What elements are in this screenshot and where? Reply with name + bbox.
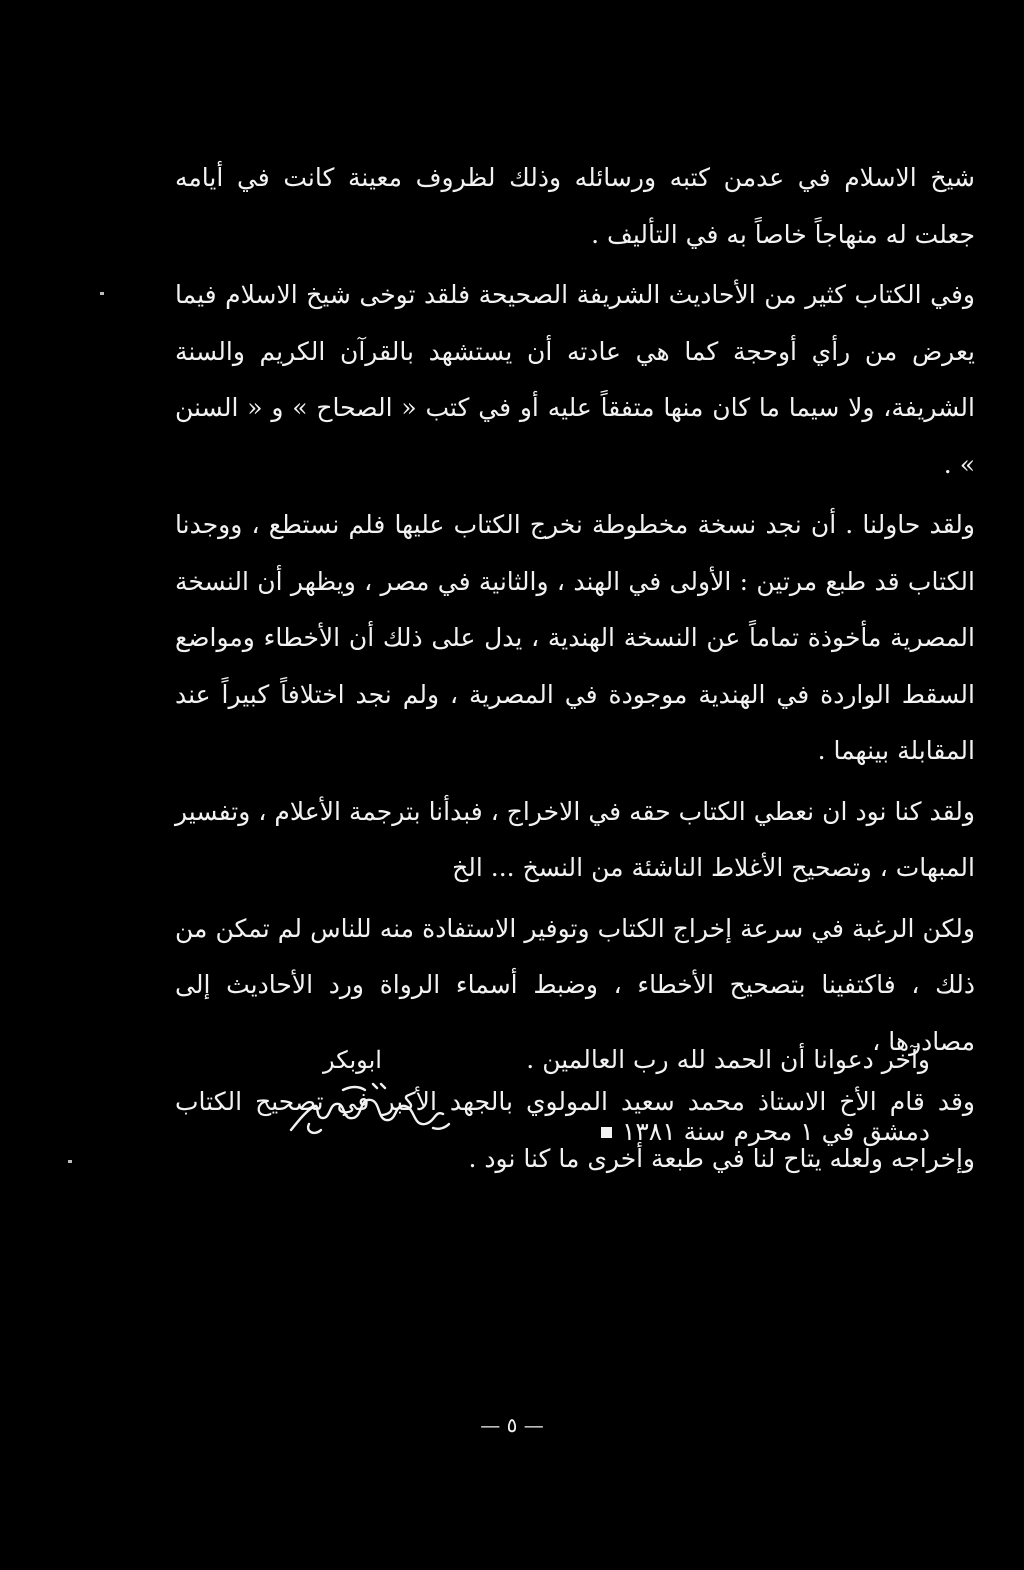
paragraph-intro: شيخ الاسلام في عدمن كتبه ورسائله وذلك لظروف معينة كانت في أيامه جعلت له منهاجاً خاصاً به في التأليف . [175, 163, 975, 249]
paragraph-manuscripts: ولقد حاولنا . أن نجد نسخة مخطوطة نخرج الكتاب عليها فلم نستطع ، ووجدنا الكتاب قد طبع مرتين : الأولى في الهند ، والثانية في مصر ، ويظهر أن النسخة المصرية مأخوذة تماماً عن النسخة الهندية ، يدل على ذلك أن الأخطاء ومواضع السقط الواردة في الهندية موجودة في المصرية ، ولم نجد اختلافاً كبيراً عند المقابلة بينهما . [175, 510, 975, 765]
paragraph-acknowledgement: وقد قام الأخ الاستاذ محمد سعيد المولوي بالجهد الأكبر في تصحيح الكتاب وإخراجه ولعله يتاح لنا في طبعة أخرى ما كنا نود . [175, 1087, 975, 1173]
date-text: دمشق في ١ محرم سنة ١٣٨١ [621, 1117, 930, 1146]
paragraph-hadith: وفي الكتاب كثير من الأحاديث الشريفة الصحيحة فلقد توخى شيخ الاسلام فيما يعرض من رأي أوحجة كما هي عادته أن يستشهد بالقرآن الكريم والسنة الشريفة، ولا سيما ما كان منها متفقاً عليه أو في كتب « الصحاح » و « السنن » . [175, 280, 975, 479]
closing-prayer: وآخر دعوانا أن الحمد لله رب العالمين . [526, 1045, 930, 1074]
handwritten-signature-icon [285, 1080, 455, 1140]
square-bullet-icon [601, 1127, 612, 1138]
page-number: — ٥ — [480, 1413, 544, 1437]
paragraph-intentions: ولقد كنا نود ان نعطي الكتاب حقه في الاخراج ، فبدأنا بترجمة الأعلام ، وتفسير المبهات ، وتصحيح الأغلاط الناشئة من النسخ ... الخ [175, 796, 975, 882]
scan-speck [68, 1160, 72, 1163]
paragraph-haste: ولكن الرغبة في سرعة إخراج الكتاب وتوفير الاستفادة منه للناس لم تمكن من ذلك ، فاكتفينا بتصحيح الأخطاء ، وضبط أسماء الرواة ورد الأحاديث إلى مصادرها ، [175, 913, 975, 1056]
closing-section [175, 1040, 975, 1150]
scan-speck [100, 292, 104, 295]
main-text [175, 150, 975, 1187]
date-place-line [601, 1112, 930, 1152]
signature-block [285, 1040, 455, 1150]
signature-name: ابوبكر [323, 1046, 382, 1074]
